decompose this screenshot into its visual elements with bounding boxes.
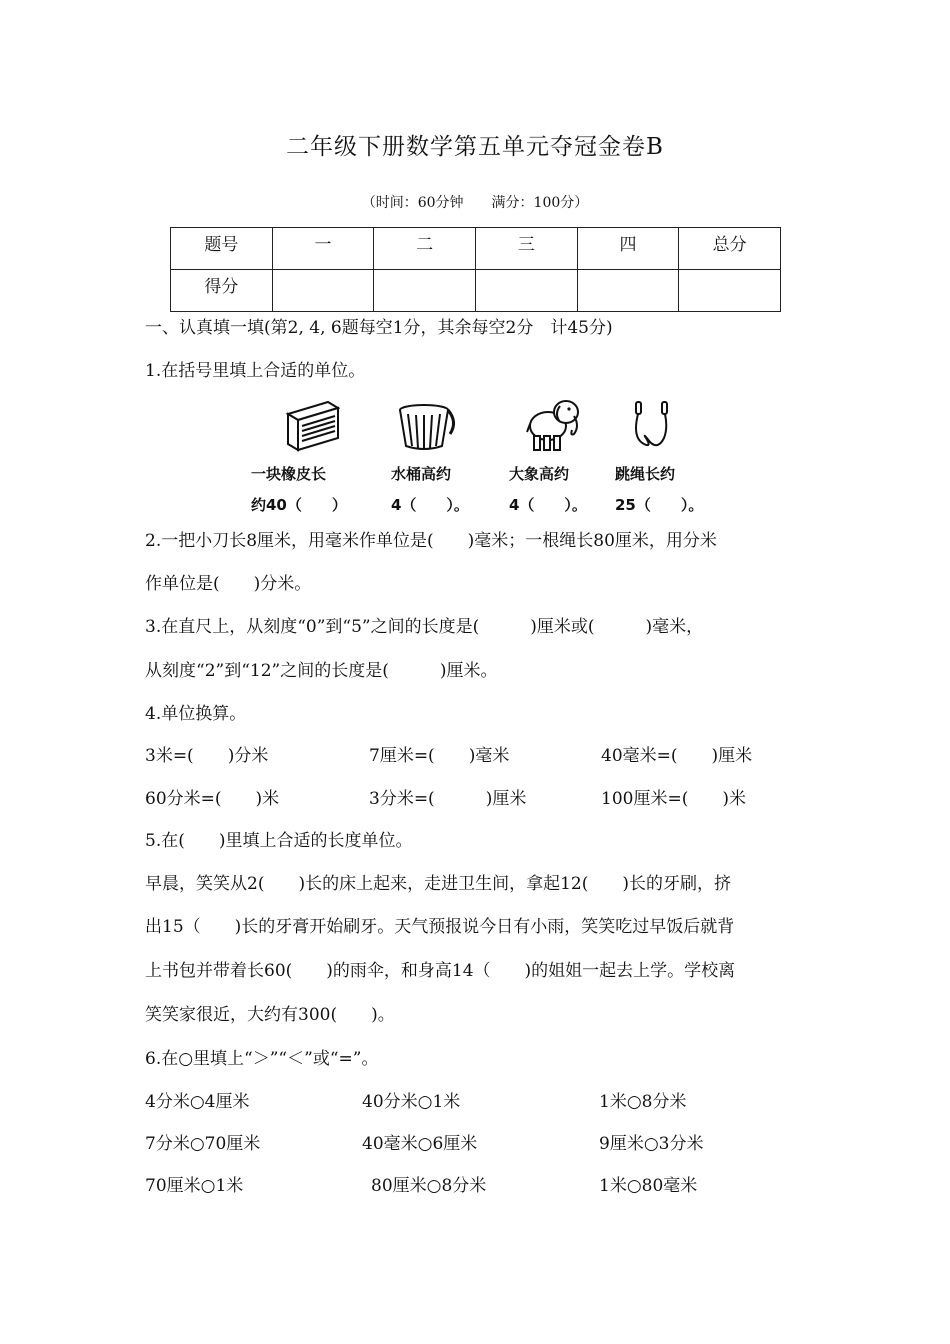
item-answer-blank[interactable]: 4（ ）。 [391, 496, 469, 514]
question-2-line: 作单位是( )分米。 [145, 574, 312, 594]
question-5-passage-line: 出15（ )长的牙膏开始刷牙。天气预报说今日有小雨，笑笑吃过早饭后就背 [145, 917, 735, 937]
compare-item: 40分米○1米 [362, 1092, 461, 1112]
compare-item: 1米○8分米 [599, 1092, 687, 1112]
question-5-passage-line: 上书包并带着长60( )的雨伞，和身高14（ )的姐姐一起去上学。学校离 [145, 961, 736, 981]
score-table-header: 题号 [171, 228, 273, 270]
score-table-header: 总分 [679, 228, 781, 270]
compare-item: 1米○80毫米 [599, 1176, 698, 1196]
score-table-header: 三 [475, 228, 577, 270]
item-label: 一块橡皮长 [251, 465, 327, 483]
question-5-passage-line: 早晨，笑笑从2( )长的床上起来，走进卫生间，拿起12( )长的牙刷，挤 [145, 874, 731, 894]
item-label: 跳绳长约 [615, 465, 676, 483]
item-answer-blank[interactable]: 4（ ）。 [509, 496, 587, 514]
score-cell[interactable] [475, 270, 577, 312]
question-6: 6.在○里填上“＞”“＜”或“=”。 [145, 1049, 379, 1069]
question-5: 5.在( )里填上合适的长度单位。 [145, 831, 413, 851]
score-table [170, 227, 781, 312]
score-cell[interactable] [679, 270, 781, 312]
question-5-passage-line: 笑笑家很近，大约有300( )。 [145, 1005, 395, 1025]
elephant-image [526, 396, 586, 454]
score-cell[interactable] [577, 270, 679, 312]
bucket-image [396, 400, 460, 452]
compare-item: 40毫米○6厘米 [362, 1134, 478, 1154]
compare-item: 80厘米○8分米 [371, 1176, 487, 1196]
eraser-image [280, 396, 340, 454]
exam-info: （时间：60分钟 满分：100分） [361, 195, 589, 211]
conversion-item: 3分米=( )厘米 [369, 789, 527, 809]
question-1: 1.在括号里填上合适的单位。 [145, 361, 366, 381]
question-3-line: 从刻度“2”到“12”之间的长度是( )厘米。 [145, 661, 498, 681]
compare-item: 9厘米○3分米 [599, 1134, 704, 1154]
page-title: 二年级下册数学第五单元夺冠金卷B [286, 134, 664, 160]
score-row-label: 得分 [171, 270, 273, 312]
score-cell[interactable] [272, 270, 374, 312]
question-4: 4.单位换算。 [145, 704, 247, 724]
item-label: 大象高约 [509, 465, 570, 483]
section-1-heading: 一、认真填一填(第2, 4, 6题每空1分，其余每空2分 计45分) [145, 318, 613, 338]
score-table-score-row [171, 270, 781, 312]
score-table-header: 一 [272, 228, 374, 270]
conversion-item: 60分米=( )米 [145, 789, 280, 809]
compare-item: 4分米○4厘米 [145, 1092, 250, 1112]
score-table-header-row [171, 228, 781, 270]
item-answer-blank[interactable]: 25（ ）。 [615, 496, 704, 514]
compare-item: 7分米○70厘米 [145, 1134, 261, 1154]
conversion-item: 40毫米=( )厘米 [601, 746, 753, 766]
item-answer-blank[interactable]: 约40（ ） [251, 496, 347, 514]
score-table-header: 二 [374, 228, 476, 270]
jump-rope-image [630, 398, 674, 454]
question-2-line: 2.一把小刀长8厘米，用毫米作单位是( )毫米；一根绳长80厘米，用分米 [145, 531, 717, 551]
compare-item: 70厘米○1米 [145, 1176, 244, 1196]
conversion-item: 100厘米=( )米 [601, 789, 746, 809]
score-cell[interactable] [374, 270, 476, 312]
item-label: 水桶高约 [391, 465, 452, 483]
conversion-item: 3米=( )分米 [145, 746, 269, 766]
conversion-item: 7厘米=( )毫米 [369, 746, 510, 766]
score-table-header: 四 [577, 228, 679, 270]
question-3-line: 3.在直尺上，从刻度“0”到“5”之间的长度是( )厘米或( )毫米， [145, 617, 704, 637]
